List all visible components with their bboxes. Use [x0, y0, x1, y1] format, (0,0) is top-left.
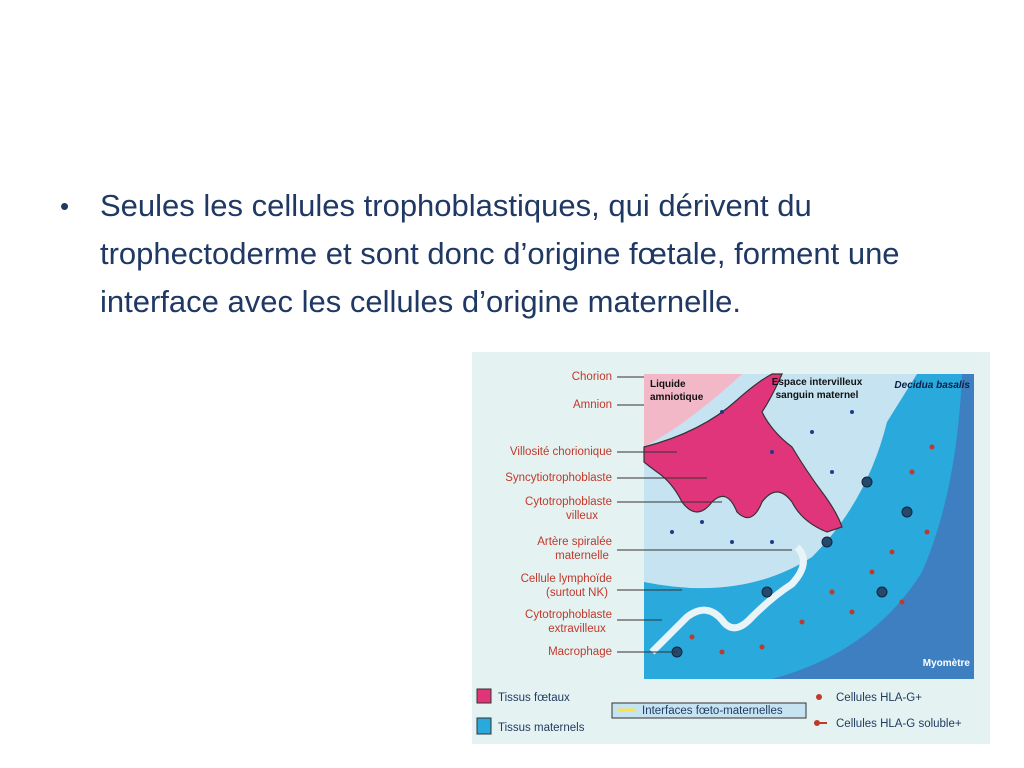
- legend-dot-hla-g-soluble: [814, 720, 820, 726]
- label-artere-1: Artère spiralée: [537, 536, 612, 548]
- legend-tissus-maternels: Tissus maternels: [498, 722, 585, 734]
- legend-dot-hla-g: [816, 694, 822, 700]
- legend-hla-g-soluble: Cellules HLA-G soluble+: [836, 718, 962, 730]
- label-espace-1: Espace intervilleux: [771, 377, 863, 388]
- label-myometre: Myomètre: [922, 658, 970, 669]
- label-cyto-villeux-2: villeux: [566, 510, 598, 522]
- fetomaternal-interface-diagram: [472, 352, 990, 744]
- label-liquide-2: amniotique: [650, 392, 704, 403]
- legend-swatch-maternel: [477, 718, 491, 734]
- label-lympho-1: Cellule lymphoïde: [520, 573, 612, 585]
- label-espace-2: sanguin maternel: [775, 390, 859, 401]
- diagram-svg: [472, 352, 990, 744]
- label-macrophage: Macrophage: [548, 646, 612, 658]
- bullet-marker: •: [60, 191, 70, 221]
- label-cyto-extra-1: Cytotrophoblaste: [525, 609, 612, 621]
- legend-interfaces: Interfaces fœto-maternelles: [642, 705, 783, 717]
- label-syncytiotrophoblaste: Syncytiotrophoblaste: [505, 472, 612, 484]
- label-decidua: Decidua basalis: [894, 380, 970, 391]
- label-liquide-1: Liquide: [650, 379, 686, 390]
- label-cyto-extra-2: extravilleux: [548, 623, 606, 635]
- label-chorion: Chorion: [571, 371, 612, 383]
- label-artere-2: maternelle: [555, 550, 609, 562]
- legend-tissus-foetaux: Tissus fœtaux: [498, 692, 570, 704]
- label-lympho-2: (surtout NK): [546, 587, 608, 599]
- legend-hla-g: Cellules HLA-G+: [836, 692, 922, 704]
- label-cyto-villeux-1: Cytotrophoblaste: [525, 496, 612, 508]
- label-villosite: Villosité chorionique: [509, 446, 612, 458]
- legend-swatch-foetal: [477, 689, 491, 703]
- label-amnion: Amnion: [573, 399, 612, 411]
- bullet-text: Seules les cellules trophoblastiques, qui dérivent du trophectoderme et sont donc d’origine fœtale, forment une interface avec les cellules d’origine maternelle.: [100, 188, 900, 319]
